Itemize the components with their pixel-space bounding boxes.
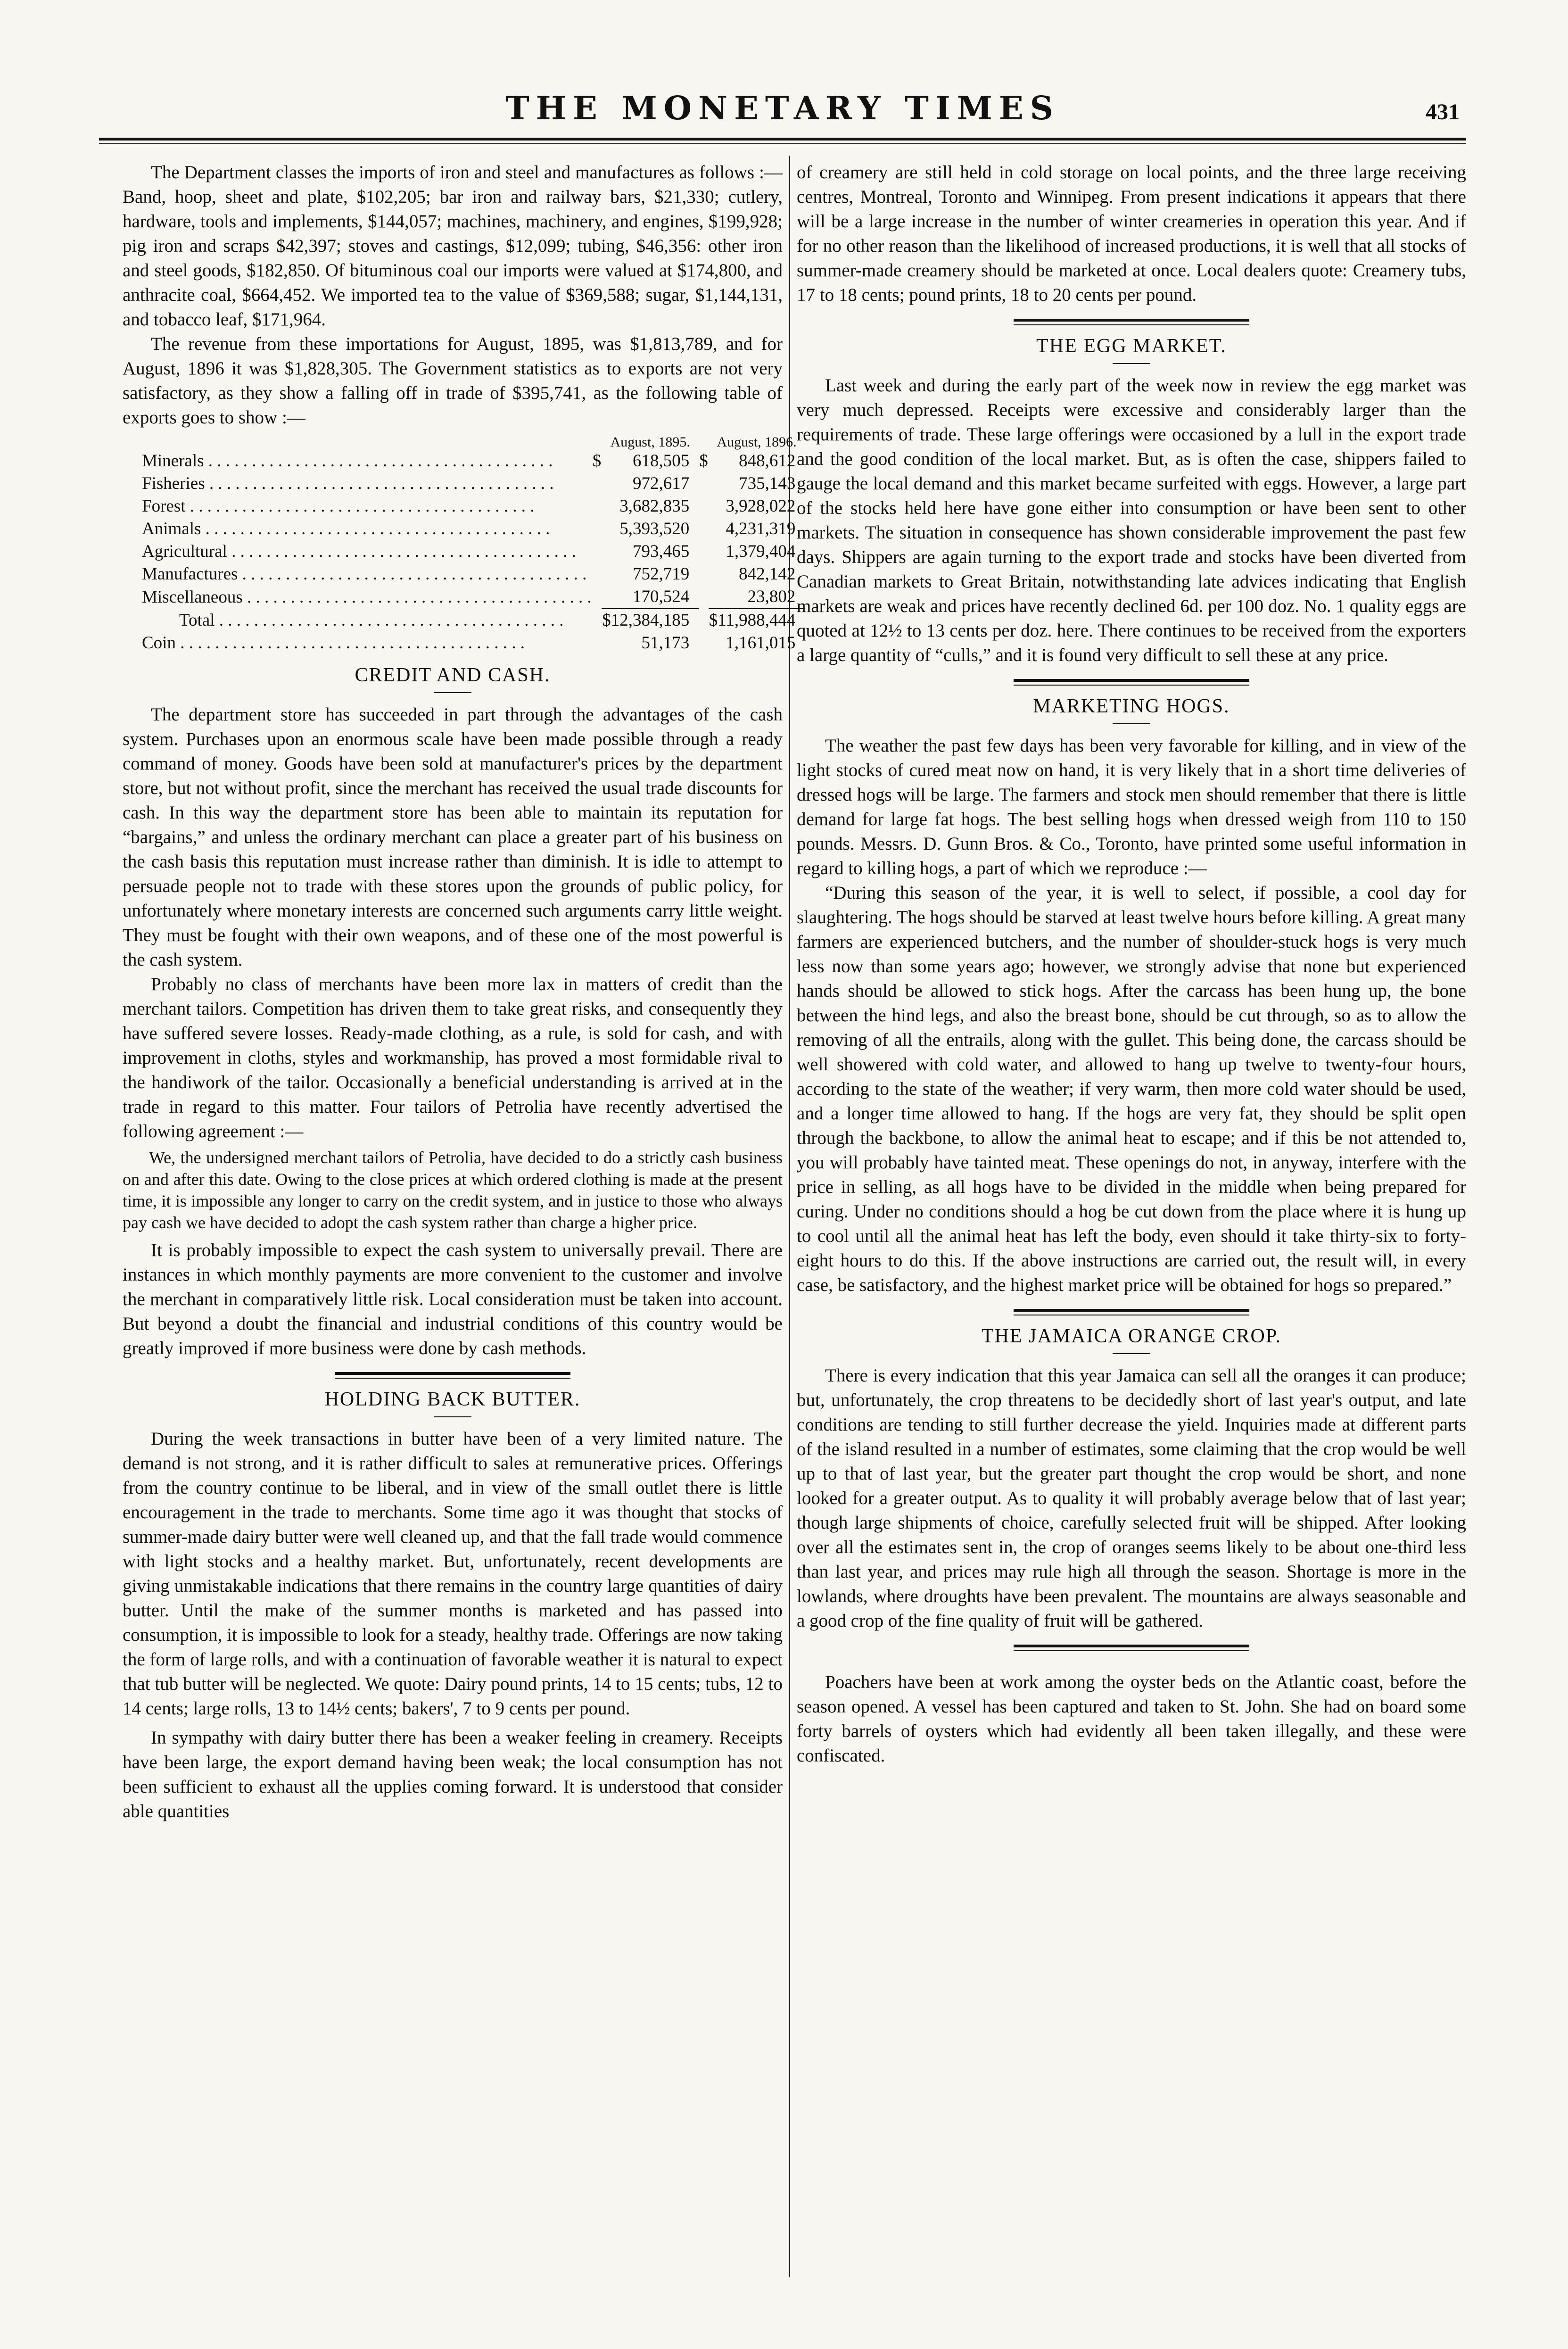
value-1896: 4,231,319 [726, 519, 796, 538]
section-rule-thin [1014, 685, 1249, 686]
coin-1895: 51,173 [641, 633, 690, 653]
section-heading-hogs: MARKETING HOGS. [1033, 695, 1230, 717]
value-1895: 972,617 [632, 474, 690, 493]
coin-1896: 1,161,015 [726, 633, 796, 653]
row-label: Miscellaneous [142, 587, 243, 607]
value-1895: 618,505 [632, 451, 690, 471]
table-row [141, 495, 805, 518]
credit-paragraph-1: The department store has succeeded in part through the advantages of the cash system. Purchases upon an enormous scale have been made possible through a ready command of money. Goods have been sold at manufacturer's prices by the department store, but not without profit, since the merchant has received the usual trade discounts for cash. In this way the department store has been able to maintain its reputation for “bargains,” and unless the ordinary merchant can place a greater part of his business on the cash basis this reputation must increase rather than diminish. It is idle to attempt to persuade people not to trade with these stores upon the grounds of public policy, for unfortunately where monetary interests are concerned such arguments carry little weight. They must be fought with their own weapons, and of these one of the most powerful is the cash system. [123, 704, 783, 970]
section-rule [1014, 1309, 1249, 1312]
exports-col-1895: August, 1895. [610, 434, 690, 450]
section-rule [1014, 1645, 1249, 1647]
table-row [141, 540, 805, 563]
dollar-sign: $ [699, 451, 708, 471]
masthead-rule [99, 138, 1466, 141]
table-row [141, 472, 805, 495]
section-rule-thin [1014, 324, 1249, 325]
heading-underline [1113, 363, 1150, 364]
masthead-rule-thin [99, 143, 1466, 144]
publication-title: THE MONETARY TIMES [505, 90, 1060, 127]
table-row [141, 450, 805, 472]
egg-paragraph: Last week and during the early part of the week now in review the egg market was very much depressed. Receipts were excessive and considerably larger than the requirements of trade. These large offerings were occasioned by a lull in the export trade and the good condition of the local market. But, as is often the case, shippers failed to gauge the local demand and this market became surfeited with eggs. However, a large part of the stocks held here have gone either into consumption or have been sent to other markets. The situation in consequence has shown considerable improvement the past few days. Shippers are again turning to the export trade and stocks have been diverted from Canadian markets to Great Britain, notwithstanding late advices indicating that English markets are weak and prices have recently declined 6d. per 100 doz. No. 1 quality eggs are quoted at 12½ to 13 cents per doz. here. There continues to be received from the exporters a large quantity of “culls,” and it is found very difficult to sell these at any price. [797, 375, 1466, 665]
row-label: Forest [142, 496, 186, 516]
exports-table [141, 435, 805, 654]
value-1895: 170,524 [632, 587, 690, 606]
row-label: Manufactures [142, 564, 238, 584]
section-rule [1014, 679, 1249, 682]
section-rule-thin [335, 1378, 570, 1379]
row-label: Fisheries [142, 474, 205, 493]
heading-underline [434, 692, 471, 693]
section-rule [1014, 319, 1249, 322]
heading-underline [434, 1416, 471, 1417]
dollar-sign: $ [592, 451, 602, 471]
heading-underline [1113, 1353, 1150, 1354]
value-1896: 3,928,022 [726, 496, 796, 516]
section-heading-egg: THE EGG MARKET. [1036, 335, 1227, 357]
row-label: Animals [142, 519, 201, 538]
coin-label: Coin [142, 633, 176, 653]
value-1896: 842,142 [739, 564, 796, 584]
credit-paragraph-2: Probably no class of merchants have been more lax in matters of credit than the merchant tailors. Competition has driven them to take great risks, and consequently they have suffered severe losses. Ready-made clothing, as a rule, is sold for cash, and with improvement in cloths, styles and workmanship, has proved a most formidable rival to the handiwork of the tailor. Occasionally a beneficial understanding is arrived at in the trade in regard to this matter. Four tailors of Petrolia have recently advertised the following agreement :— [123, 974, 783, 1141]
hogs-paragraph-1: The weather the past few days has been very favorable for killing, and in view of the light stocks of cured meat now on hand, it is very likely that in a short time deliveries of dressed hogs will be large. The farmers and stock men should remember that there is little demand for large fat hogs. The best selling hogs when dressed weigh from 110 to 150 pounds. Messrs. D. Gunn Bros. & Co., Toronto, have printed some useful information in regard to killing hogs, a part of which we reproduce :— [797, 736, 1466, 878]
total-label: Total [179, 610, 215, 630]
poachers-paragraph: Poachers have been at work among the oyster beds on the Atlantic coast, before the season opened. A vessel has been captured and taken to St. John. She had on board some forty barrels of oysters which had evidently all been taken illegally, and these were confiscated. [797, 1672, 1466, 1766]
butter-paragraph-2: In sympathy with dairy butter there has been a weaker feeling in creamery. Receipts have been large, the export demand having been weak; the local consumption has not been sufficient to exhaust all the upplies coming forward. It is understood that consider able quantities [123, 1728, 783, 1821]
value-1895: 752,719 [632, 564, 690, 584]
table-row [141, 518, 805, 540]
value-1896: 735,143 [739, 474, 796, 493]
section-rule [335, 1372, 570, 1375]
value-1896: 23,802 [747, 587, 796, 606]
right-column [797, 160, 1466, 1768]
masthead [99, 92, 1466, 140]
butter-paragraph-1: During the week transactions in butter have been of a very limited nature. The demand is not strong, and it is rather difficult to sales at remunerative prices. Offerings from the country continue to be liberal, and in view of the small outlet there is little encouragement in the trade to merchants. Some time ago it was thought that stocks of summer-made dairy butter were well cleaned up, and that the fall trade would commence with light stocks and a healthy market. But, unfortunately, recent developments are giving unmistakable indications that there remains in the country large quantities of dairy butter. Until the make of the summer months is marketed and has passed into consumption, it is impossible to look for a steady, healthy trade. Offerings are now taking the form of large rolls, and with a continuation of favorable weather it is natural to expect that tub butter will be neglected. We quote: Dairy pound prints, 14 to 15 cents; tubs, 12 to 14 cents; large rolls, 13 to 14½ cents; bakers', 7 to 9 cents per pound. [123, 1429, 783, 1719]
credit-agreement-quote: We, the undersigned merchant tailors of Petrolia, have decided to do a strictly cash business on and after this date. Owing to the close prices at which ordered clothing is made at the present time, it is impossible any longer to carry on the credit system, and in justice to those who always pay cash we have decided to adopt the cash system rather than charge a higher price. [123, 1148, 783, 1232]
page-number: 431 [1426, 99, 1460, 124]
row-label: Minerals [142, 451, 204, 471]
table-row [141, 586, 805, 609]
value-1895: 793,465 [632, 542, 690, 561]
section-heading-orange: THE JAMAICA ORANGE CROP. [981, 1325, 1282, 1347]
credit-paragraph-3: It is probably impossible to expect the cash system to universally prevail. There are instances in which monthly payments are more convenient to the customer and involve the merchant in comparatively little risk. Local consideration must be taken into account. But beyond a doubt the financial and industrial conditions of this country would be greatly improved if more business were done by cash methods. [123, 1240, 783, 1358]
total-1896: $11,988,444 [709, 609, 805, 632]
total-1895: $12,384,185 [602, 609, 699, 632]
creamery-continuation: of creamery are still held in cold storage on local points, and the three large receiving centres, Montreal, Toronto and Winnipeg. From present indications it appears that there will be a large increase in the number of winter creameries in operation this year. And if for no other reason than the likelihood of increased productions, it is well that all stocks of summer-made creamery should be marketed at once. Local dealers quote: Creamery tubs, 17 to 18 cents; pound prints, 18 to 20 cents per pound. [797, 162, 1466, 305]
imports-paragraph: The Department classes the imports of iron and steel and manufactures as follows :—Band, hoop, sheet and plate, $102,205; bar iron and railway bars, $21,330; cutlery, hardware, tools and implements, $144,057; machines, machinery, and engines, $199,928; pig iron and scraps $42,397; stoves and castings, $12,099; tubing, $46,356: other iron and steel goods, $182,850. Of bituminous coal our imports were valued at $174,800, and anthracite coal, $664,452. We imported tea to the value of $369,588; sugar, $1,144,131, and tobacco leaf, $171,964. [123, 162, 783, 330]
revenue-paragraph: The revenue from these importations for August, 1895, was $1,813,789, and for August, 1896 it was $1,828,305. The Government statistics as to exports are not very satisfactory, as they show a falling off in trade of $395,741, as the following table of exports goes to show :— [123, 334, 783, 428]
orange-paragraph: There is every indication that this year Jamaica can sell all the oranges it can produce; but, unfortunately, the crop threatens to be decidedly short of last year's output, and late conditions are tending to still further decrease the yield. Inquiries made at different parts of the island resulted in a number of estimates, some claiming that the crop would be well up to that of last year, but the greater part thought the crop would be short, and none looked for a greater output. As to quality it will probably average below that of last year; though large shipments of choice, carefully selected fruit will be shipped. After looking over all the estimates sent in, the crop of oranges seems likely to be about one-third less than last year, and prices may rule high all through the season. Shortage is more in the lowlands, where droughts have been prevalent. The mountains are always seasonable and a good crop of the fine quality of fruit will be gathered. [797, 1365, 1466, 1631]
value-1895: 5,393,520 [619, 519, 690, 538]
section-heading-butter: HOLDING BACK BUTTER. [324, 1389, 581, 1410]
table-row [141, 563, 805, 586]
heading-underline [1113, 723, 1150, 724]
hogs-paragraph-2: “During this season of the year, it is well to select, if possible, a cool day for slaughtering. The hogs should be starved at least twelve hours before killing. A great many farmers are experienced butchers, and the number of shoulder-stuck hogs is very much less now than some years ago; however, we strongly advise that none but experienced hands should be allowed to stick hogs. After the carcass has been hung up, the bone between the hind legs, and also the breast bone, should be cut through, so as to allow the removing of all the entrails, along with the gullet. This being done, the carcass should be well showered with cold water, and allowed to hang up twelve to twenty-four hours, according to the state of the weather; if very warm, then more cold water should be used, and a longer time allowed to hang. If the hogs are very fat, they should be split open through the backbone, to allow the animal heat to escape; and if this be not attended to, you will probably have tainted meat. These openings do not, in anyway, interfere with the price in selling, as all hogs have to be divided in the middle when being prepared for curing. Under no conditions should a hog be cut down from the place where it is hung up to cool until all the animal heat has left the body, even should it take thirty-six to forty-eight hours to do this. If the above instructions are carried out, the result will, in every case, be satisfactory, and the highest market price will be obtained for hogs so prepared.” [797, 883, 1466, 1295]
table-coin-row [141, 632, 805, 654]
table-total-row [141, 609, 805, 632]
section-rule-thin [1014, 1650, 1249, 1651]
value-1896: 848,612 [739, 451, 796, 471]
value-1895: 3,682,835 [619, 496, 690, 516]
row-label: Agricultural [142, 542, 227, 561]
value-1896: 1,379,404 [726, 542, 796, 561]
left-column [123, 160, 797, 1824]
exports-col-1896: August, 1896. [717, 434, 797, 450]
section-heading-credit: CREDIT AND CASH. [355, 664, 551, 686]
